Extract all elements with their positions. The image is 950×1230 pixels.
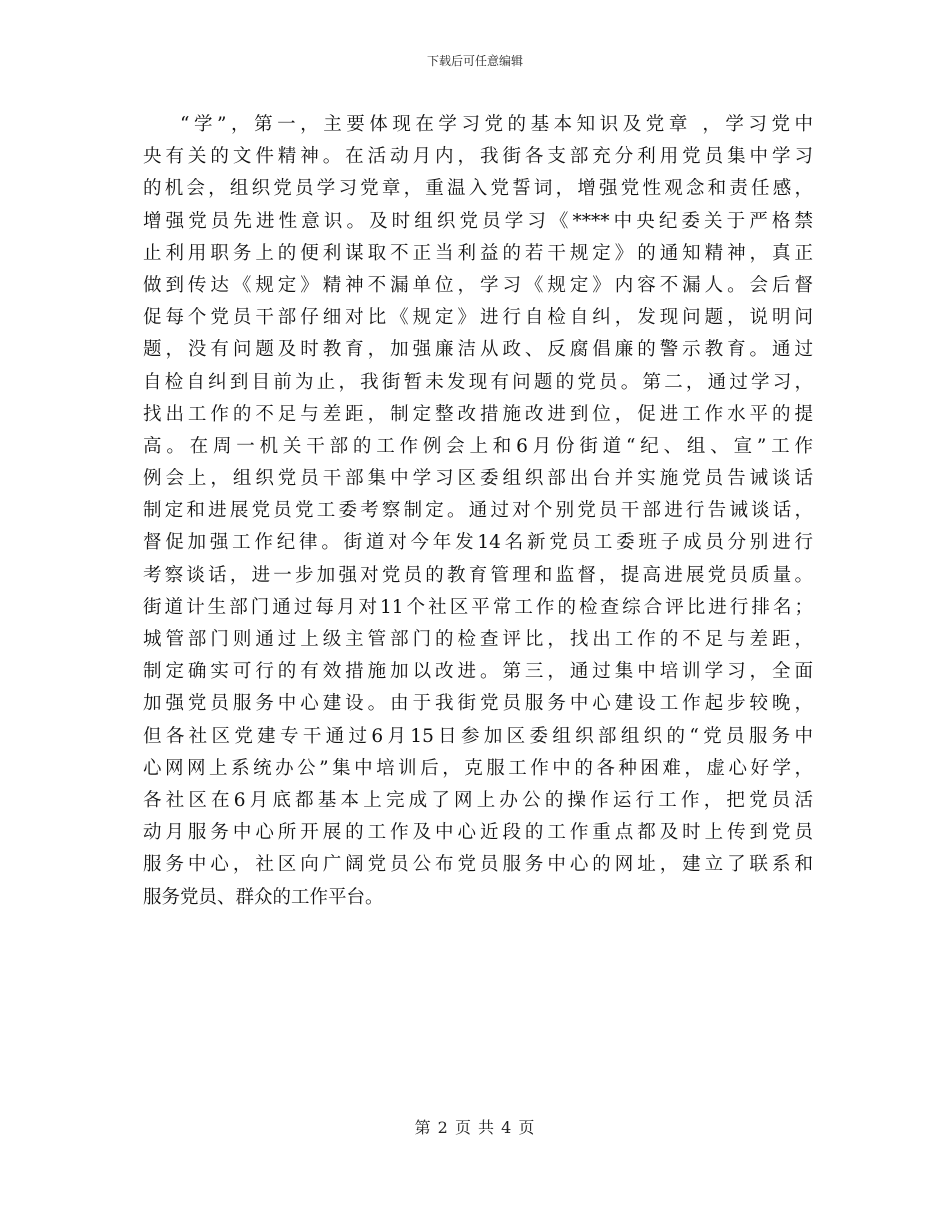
text-line: 制定确实可行的有效措施加以改进。第三，通过集中培训学习，全面 [143,661,813,683]
text-line: 做到传达《规定》精神不漏单位，学习《规定》内容不漏人。会后督 [143,274,813,296]
text-line: 各社区在6月底都基本上完成了网上办公的操作运行工作，把党员活 [143,789,813,811]
text-line: 制定和进展党员党工委考察制定。通过对个别党员干部进行告诫谈话， [143,500,813,522]
text-line: 题，没有问题及时教育，加强廉洁从政、反腐倡廉的警示教育。通过 [143,339,813,361]
text-line: 央有关的文件精神。在活动月内，我街各支部充分利用党员集中学习 [143,146,813,168]
text-line: 加强党员服务中心建设。由于我街党员服务中心建设工作起步较晚， [143,693,813,715]
text-line: 服务党员、群众的工作平台。 [143,886,384,908]
text-line: 增强党员先进性意识。及时组织党员学习《****中央纪委关于严格禁 [143,210,813,232]
text-line: 例会上，组织党员干部集中学习区委组织部出台并实施党员告诫谈话 [143,468,813,490]
body-paragraph [143,109,813,914]
text-line: 但各社区党建专干通过6月15日参加区委组织部组织的“党员服务中 [143,725,813,747]
page-number: 第 2 页 共 4 页 [414,1118,536,1137]
text-line: “学”，第一，主要体现在学习党的基本知识及党章 ，学习党中 [180,114,813,135]
page-header-note: 下载后可任意编辑 [426,54,523,68]
text-line: 城管部门则通过上级主管部门的检查评比，找出工作的不足与差距， [143,629,813,650]
text-line: 的机会，组织党员学习党章，重温入党誓词，增强党性观念和责任感， [143,178,813,200]
text-line: 高。在周一机关干部的工作例会上和6月份街道“纪、组、宣”工作 [143,435,813,457]
text-line: 服务中心，社区向广阔党员公布党员服务中心的网址，建立了联系和 [143,854,813,876]
text-line: 考察谈话，进一步加强对党员的教育管理和监督，提高进展党员质量。 [143,564,813,586]
text-line: 促每个党员干部仔细对比《规定》进行自检自纠，发现问题，说明问 [143,307,813,329]
text-line: 督促加强工作纪律。街道对今年发14名新党员工委班子成员分别进行 [143,532,813,554]
text-line: 心网网上系统办公”集中培训后，克服工作中的各种困难，虚心好学， [143,757,813,779]
text-line: 找出工作的不足与差距，制定整改措施改进到位，促进工作水平的提 [143,403,813,425]
text-line: 动月服务中心所开展的工作及中心近段的工作重点都及时上传到党员 [143,822,813,844]
text-line: 自检自纠到目前为止，我街暂未发现有问题的党员。第二，通过学习， [143,371,813,393]
text-line: 止利用职务上的便利谋取不正当利益的若干规定》的通知精神，真正 [143,242,813,264]
text-line: 街道计生部门通过每月对11个社区平常工作的检查综合评比进行排名； [143,596,813,618]
